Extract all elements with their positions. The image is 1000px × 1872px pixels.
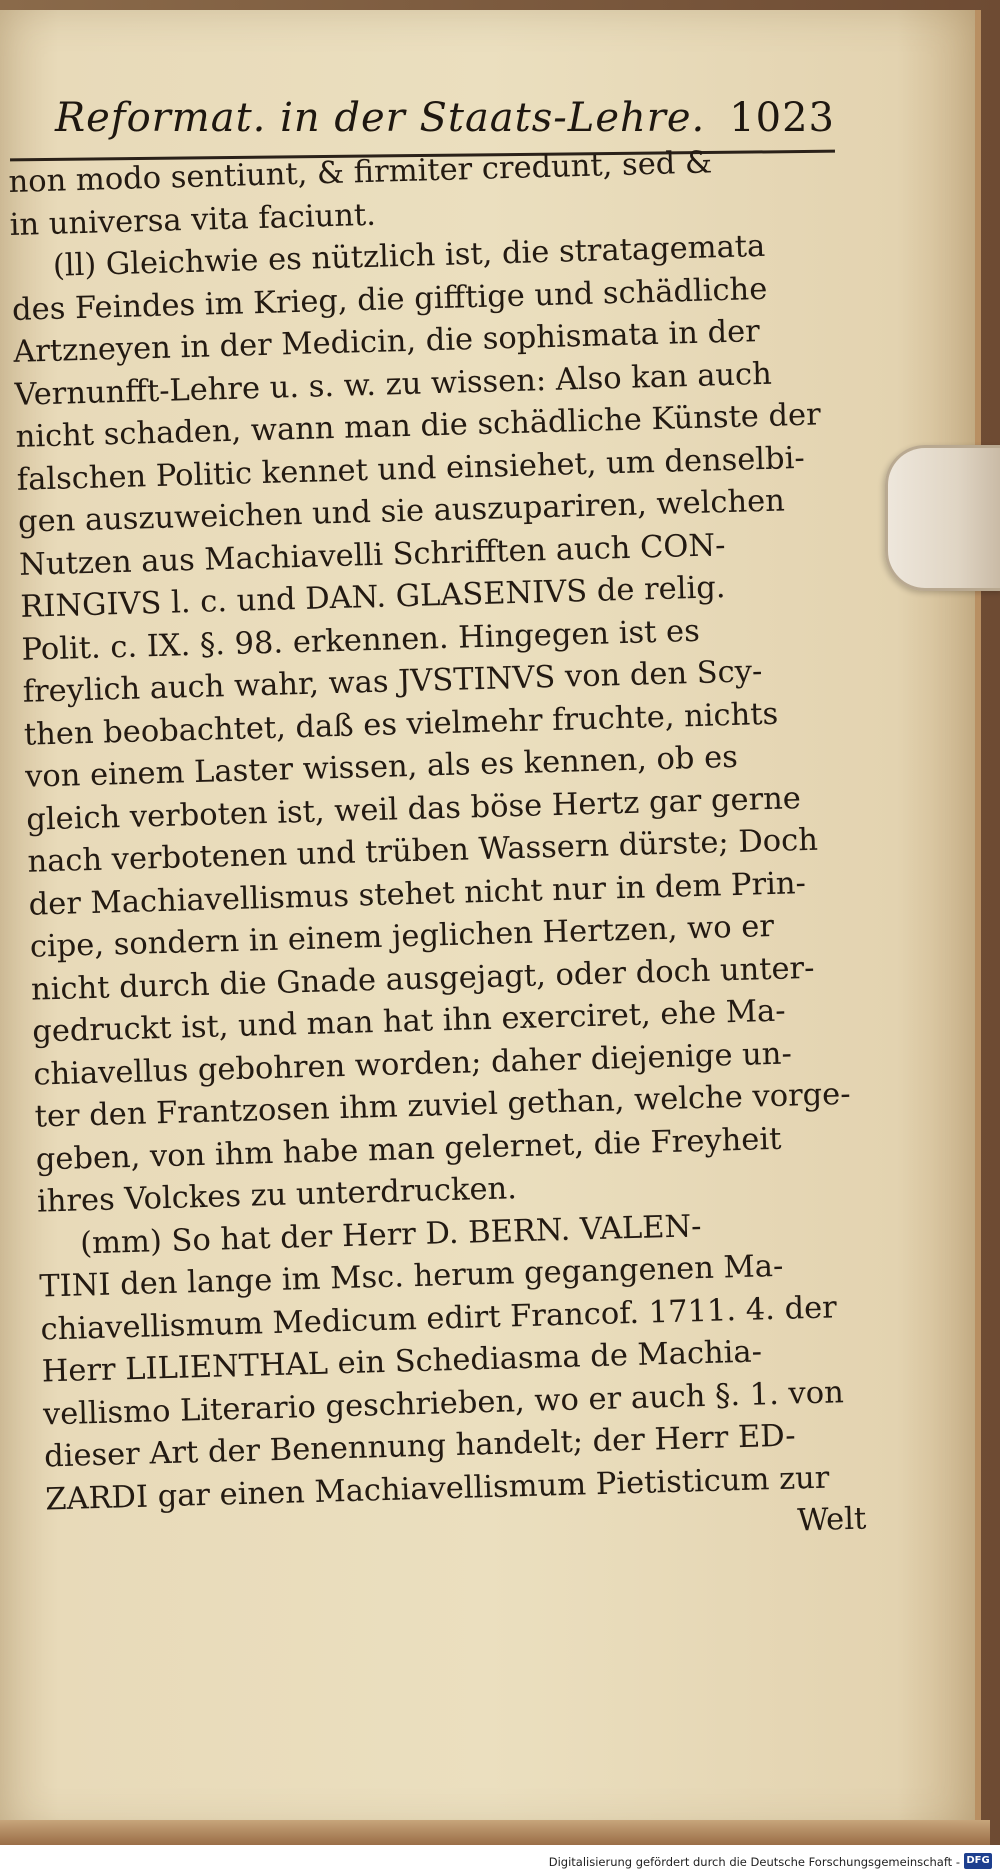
text-line: Polit. c. IX. §. 98. erkennen. Hingegen ist es — [21, 613, 701, 668]
funding-credit: Digitalisierung gefördert durch die Deutsche Forschungsgemeinschaft - — [548, 1855, 960, 1869]
text-line: gleich verboten ist, weil das böse Hertz gar gerne — [25, 780, 802, 838]
page-number: 1023 — [729, 95, 835, 141]
text-line: (mm) So hat der Herr D. BERN. VALEN- — [79, 1208, 702, 1261]
text-line: nach verbotenen und trüben Wassern dürste; Doch — [27, 822, 819, 880]
text-line: chiavellismum Medicum edirt Francof. 1711. 4. der — [40, 1289, 838, 1348]
text-line: then beobachtet, daß es vielmehr fruchte, nichts — [23, 696, 779, 753]
header-title: Reformat. in der Staats-Lehre. — [55, 95, 706, 141]
text-line: cipe, sondern in einem jeglichen Hertzen, wo er — [29, 908, 775, 965]
text-line: ZARDI gar einen Machiavellismum Pietisticum zur — [44, 1460, 830, 1517]
text-line: vellismo Literario geschrieben, wo er auch §. 1. von — [42, 1374, 845, 1433]
text-line: von einem Laster wissen, als es kennen, ob es — [24, 739, 739, 795]
text-line: der Machiavellismus stehet nicht nur in dem Prin- — [28, 865, 807, 923]
text-line: Artzneyen in der Medicin, die sophismata in der — [12, 314, 761, 370]
catchword: Welt — [796, 1501, 867, 1539]
text-line: Herr LILIENTHAL ein Schediasma de Machia- — [41, 1334, 763, 1390]
text-line: TINI den lange im Msc. herum gegangenen Ma- — [38, 1248, 784, 1305]
text-line: dieser Art der Benennung handelt; der Herr ED- — [43, 1418, 797, 1475]
text-line: geben, von ihm habe man gelernet, die Freyheit — [35, 1121, 782, 1178]
text-line: RINGIVS l. c. und DAN. GLASENIVS de relig. — [19, 570, 726, 625]
text-line: in universa vita faciunt. — [9, 197, 377, 243]
text-line: des Feindes im Krieg, die gifftige und schädliche — [11, 271, 768, 328]
text-line: gedruckt ist, und man hat ihn exerciret, ehe Ma- — [31, 993, 787, 1050]
page-bottom-edge — [0, 1820, 990, 1845]
running-header — [55, 88, 835, 148]
text-line: ter den Frantzosen ihm zuviel gethan, welche vorge- — [34, 1076, 851, 1135]
text-line: Nutzen aus Machiavelli Schrifften auch CON- — [18, 527, 726, 583]
text-line: Vernunfft-Lehre u. s. w. zu wissen: Also kan auch — [14, 356, 773, 413]
text-line: ihres Volckes zu unterdrucken. — [36, 1171, 518, 1220]
page-marker-tab — [885, 445, 1000, 591]
text-line: nicht durch die Gnade ausgejagt, oder doch unter- — [30, 950, 815, 1008]
text-line: freylich auch wahr, was JVSTINVS von den Scy- — [22, 654, 763, 710]
text-line: chiavellus gebohren worden; daher diejenige un- — [33, 1035, 793, 1093]
text-line: gen auszuweichen und sie auszupariren, welchen — [17, 483, 786, 540]
dfg-logo: DFG — [964, 1853, 992, 1869]
body-text — [8, 139, 884, 1822]
text-line: (ll) Gleichwie es nützlich ist, die stratagemata — [52, 228, 766, 284]
text-line: non modo sentiunt, & firmiter credunt, sed & — [8, 145, 713, 200]
text-line: nicht schaden, wann man die schädliche Künste der — [15, 397, 822, 455]
text-line: falschen Politic kennet und einsiehet, um denselbi- — [16, 440, 806, 498]
